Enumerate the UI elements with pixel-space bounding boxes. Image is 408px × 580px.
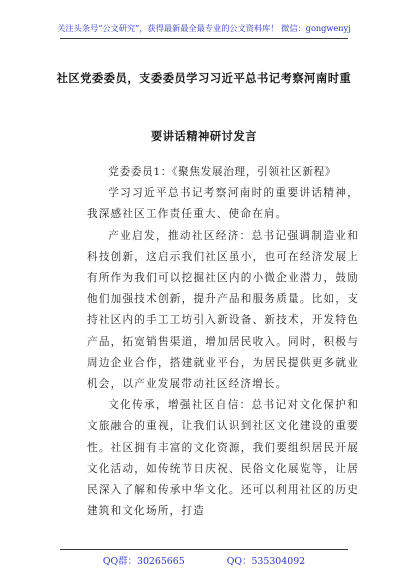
body-paragraph: 产业启发，推动社区经济：总书记强调制造业和科技创新，这启示我们社区虽小，也可在经济发展上有所作为我们可以挖掘社区内的小微企业潜力，鼓励他们加强技术创新，提升产品和服务质量。比如，支持社区内的手工工坊引入新设备、新技术，开发特色产品，拓宽销售渠道，增加居民收入。同时，积极与周边企业合作，搭建就业平台，为居民提供更多就业机会，以产业发展带动社区经济增长。 [87,229,359,391]
speaker-subtitle: 党委委员1：《聚焦发展治理，引领社区新程》 [108,166,337,178]
header-promo-note[interactable]: 关注头条号“公文研究”，获得最新最全最专业的公文资料库！ 微信：gongwenyj [57,23,351,33]
footer-divider [60,549,348,550]
body-paragraph: 文化传承，增强社区自信：总书记对文化保护和文旅融合的重视，让我们认识到社区文化建设的重要性。社区拥有丰富的文化资源，我们要组织居民开展文化活动，如传统节日庆祝、民俗文化展览等，让居民深入了解和传承中华文化。还可以利用社区的历史建筑和文化场所，打造 [87,399,359,518]
document-title-line-2: 要讲话精神研讨发言 [150,129,258,143]
document-title-line-1: 社区党委委员，支委委员学习习近平总书记考察河南时重 [56,71,352,85]
document-body [87,162,359,522]
header-divider [60,38,348,39]
body-paragraph: 学习习近平总书记考察河南时的重要讲话精神，我深感社区工作责任重大、使命在肩。 [87,187,359,221]
qq-label[interactable]: QQ：535304092 [226,556,306,567]
qq-group-label[interactable]: QQ群：30265665 [102,556,185,567]
footer-contact [0,553,408,567]
